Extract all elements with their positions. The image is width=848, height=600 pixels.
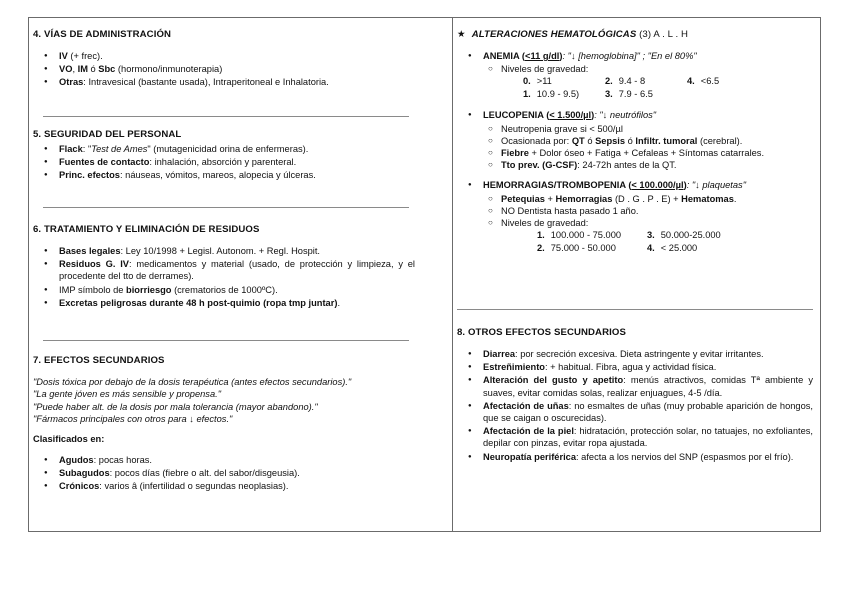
sub-item: ○ Tto prev. (G-CSF): 24-72h antes de la QT. (457, 159, 813, 171)
list-item: ● Afectación de la piel: hidratación, protección solar, no tatuajes, no exfoliantes, depilar con pinzas, evitar ropa ajustada. (457, 425, 813, 449)
sub-list (457, 193, 813, 230)
section-title: ★ ALTERACIONES HEMATOLÓGICAS (3) A . L . H (457, 29, 689, 40)
gravity-levels: 0. >11 2. 9.4 - 8 4. <6.5 1. 10.9 - 9.5) 3. 7.9 - 6.5 (523, 76, 720, 100)
column-divider (452, 18, 453, 531)
classified-label: Clasificados en: (33, 433, 105, 444)
section-title: 7. EFECTOS SECUNDARIOS (33, 355, 165, 366)
bullet-list (33, 245, 415, 309)
section-title: 5. SEGURIDAD DEL PERSONAL (33, 129, 182, 140)
list-item: ● Bases legales: Ley 10/1998 + Legisl. Autonom. + Regl. Hospit. (33, 245, 415, 257)
section-efectos-secundarios (33, 355, 415, 493)
section-seguridad-personal (33, 129, 415, 183)
sub-item: ○ Niveles de gravedad: (457, 63, 813, 75)
list-item: ● Neuropatía periférica: afecta a los nervios del SNP (espasmos por el frío). (457, 451, 813, 463)
list-item: ● Crónicos: varios â (infertilidad o segundas neoplasias). (33, 480, 415, 492)
list-item: ● Subagudos: pocos días (fiebre o alt. del sabor/disgeusia). (33, 467, 415, 479)
list-item: ● Alteración del gusto y apetito: menús atractivos, comidas Tª ambiente y suaves, evitar comidas solas, realizar enjuagues, 4-5 /día. (457, 374, 813, 398)
quote-line: "La gente jóven es más sensible y propensa." (33, 389, 222, 400)
sub-list (457, 63, 813, 75)
list-item: ● VO, IM ó Sbc (hormono/inmunoterapia) (33, 63, 415, 75)
bullet-list (457, 179, 813, 191)
star-icon: ★ (457, 29, 466, 40)
gravity-levels: 1. 100.000 - 75.000 3. 50.000-25.000 2. 75.000 - 50.000 4. < 25.000 (537, 230, 721, 254)
list-item-hemorragias: ● HEMORRAGIAS/TROMBOPENIA (< 100.000/µl): "↓ plaquetas" (457, 179, 813, 191)
list-item-leucopenia: ● LEUCOPENIA (< 1.500/µl): "↓ neutrófilos" (457, 109, 813, 121)
bullet-list (457, 109, 813, 121)
document-frame (28, 17, 821, 532)
list-item: ● Flack: "Test de Ames" (mutagenicidad orina de enfermeras). (33, 143, 415, 155)
quote-line: "Puede haber alt. de la dosis por mala tolerancia (mayor abandono)." (33, 401, 318, 412)
section-rule (43, 116, 409, 117)
list-item-anemia: ● ANEMIA (<11 g/dl): "↓ [hemoglobina]" ; "En el 80%" (457, 50, 813, 62)
list-item: ● IMP símbolo de biorriesgo (crematorios de 1000ºC). (33, 284, 415, 296)
sub-item: ○ NO Dentista hasta pasado 1 año. (457, 205, 813, 217)
quote-line: "Dosis tóxica por debajo de la dosis terapéutica (antes efectos secundarios)." (33, 377, 352, 387)
bullet-list (33, 143, 415, 182)
sub-item: ○ Niveles de gravedad: (457, 217, 813, 229)
section-vias-administracion (33, 29, 415, 90)
list-item: ● Excretas peligrosas durante 48 h post-quimio (ropa tmp juntar). (33, 297, 415, 309)
section-rule (43, 340, 409, 341)
section-otros-efectos (457, 327, 813, 464)
quote-line: "Fármacos principales con otros para ↓ efectos." (33, 414, 233, 425)
list-item: ● IV (+ frec). (33, 50, 415, 62)
bullet-list (33, 454, 415, 493)
bullet-list (33, 50, 415, 89)
section-tratamiento-residuos (33, 224, 415, 310)
list-item: ● Residuos G. IV: medicamentos y material (usado, de protección y limpieza, y el procedente del tto de derrames). (33, 258, 415, 282)
section-rule (457, 309, 813, 310)
list-item: ● Fuentes de contacto: inhalación, absorción y parenteral. (33, 156, 415, 168)
list-item: ● Princ. efectos: náuseas, vómitos, mareos, alopecia y úlceras. (33, 169, 415, 181)
section-title: 6. TRATAMIENTO Y ELIMINACIÓN DE RESIDUOS (33, 224, 260, 235)
sub-list (457, 123, 813, 172)
sub-item: ○ Fiebre + Dolor óseo + Fatiga + Cefaleas + Síntomas catarrales. (457, 147, 813, 159)
sub-item: ○ Petequias + Hemorragias (D . G . P . E) + Hematomas. (457, 193, 813, 205)
bullet-list (457, 50, 813, 62)
section-rule (43, 207, 409, 208)
sub-item: ○ Ocasionada por: QT ó Sepsis ó Infiltr. tumoral (cerebral). (457, 135, 813, 147)
section-title: 8. OTROS EFECTOS SECUNDARIOS (457, 327, 626, 338)
list-item: ● Otras: Intravesical (bastante usada), Intraperitoneal e Inhalatoria. (33, 76, 415, 88)
list-item: ● Afectación de uñas: no esmaltes de uñas (muy probable aparición de hongos, que se caigan o oscurecidas). (457, 400, 813, 424)
section-alteraciones-hematologicas (457, 29, 813, 255)
sub-item: ○ Neutropenia grave si < 500/µl (457, 123, 813, 135)
bullet-list (457, 348, 813, 463)
section-title: 4. VÍAS DE ADMINISTRACIÓN (33, 29, 172, 40)
list-item: ● Estreñimiento: + habitual. Fibra, agua y actividad física. (457, 361, 813, 373)
list-item: ● Agudos: pocas horas. (33, 454, 415, 466)
list-item: ● Diarrea: por secreción excesiva. Dieta astringente y evitar irritantes. (457, 348, 813, 360)
